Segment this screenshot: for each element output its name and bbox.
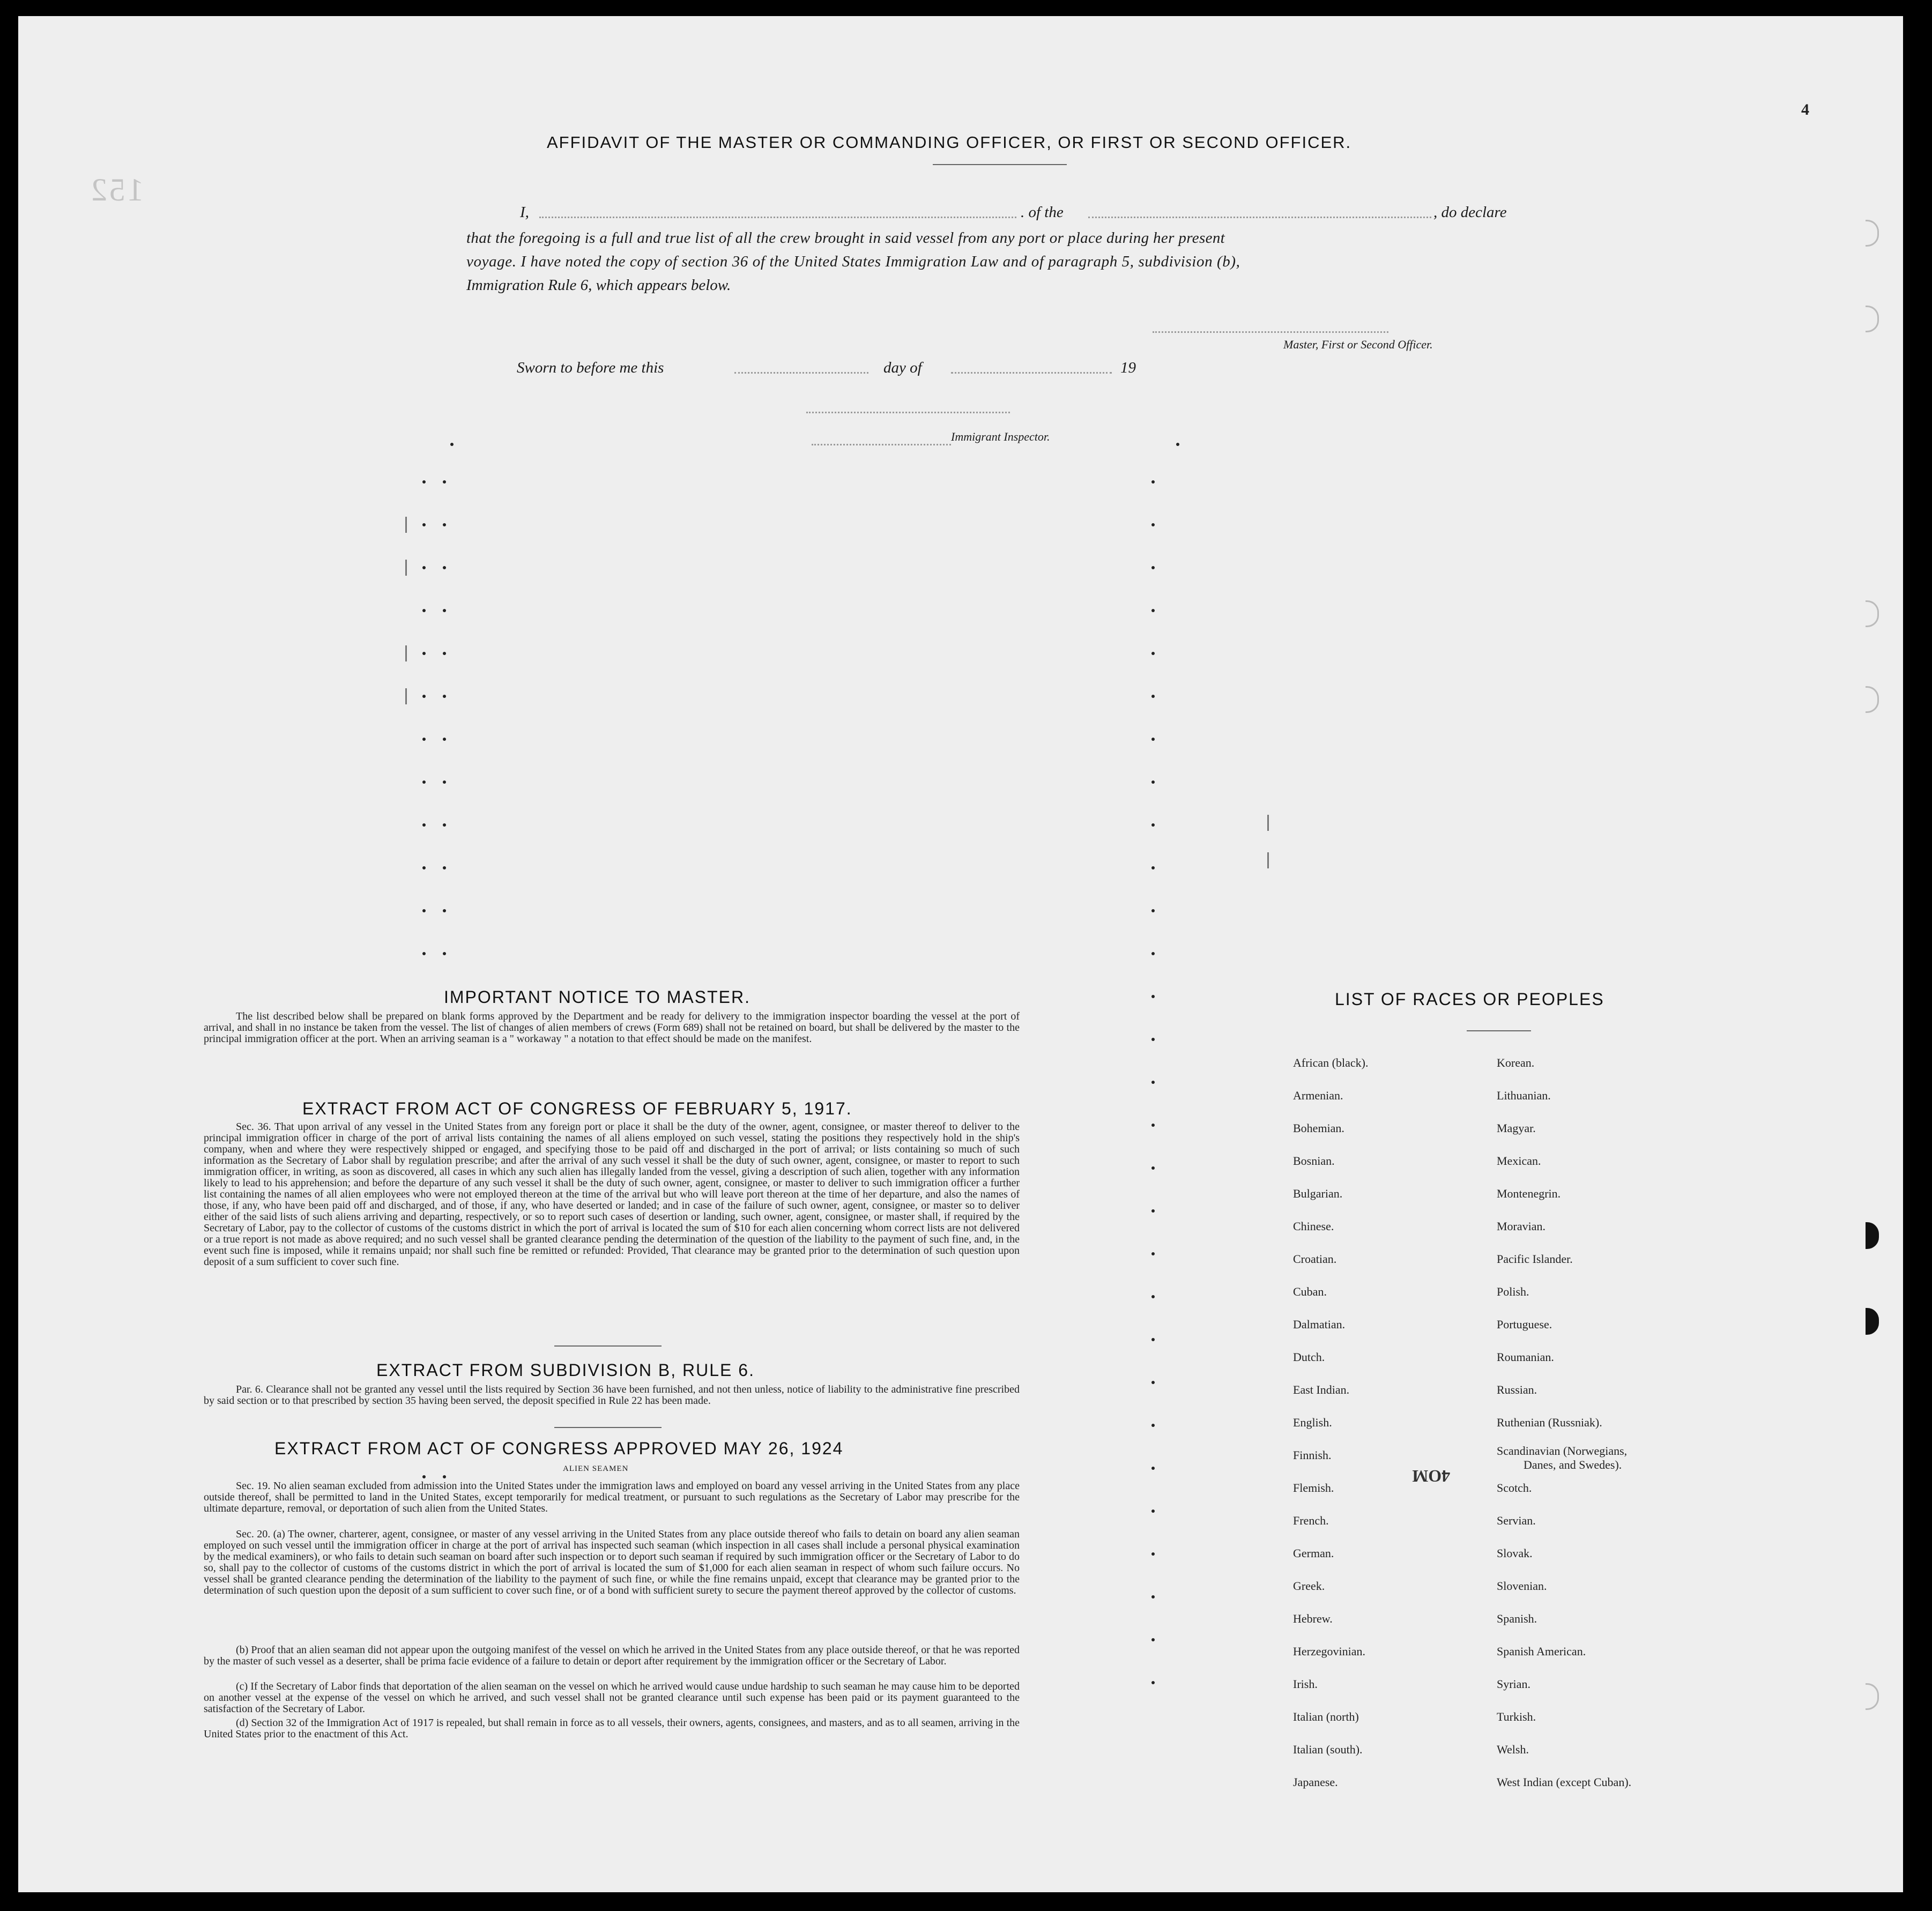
- column-tick: [405, 560, 407, 576]
- race-item: German.: [1293, 1546, 1334, 1560]
- race-item: French.: [1293, 1514, 1329, 1527]
- race-item: Korean.: [1497, 1056, 1535, 1069]
- affidavit-of-the: . of the: [1021, 204, 1064, 221]
- column-dot: [1151, 1166, 1155, 1170]
- vessel-blank[interactable]: [1088, 217, 1431, 218]
- column-dot: [443, 952, 446, 955]
- affidavit-line-4: Immigration Rule 6, which appears below.: [466, 277, 731, 294]
- race-item: Spanish.: [1497, 1612, 1537, 1625]
- column-tick: [1267, 815, 1269, 831]
- column-dot: [443, 866, 446, 869]
- race-item: Moravian.: [1497, 1220, 1546, 1233]
- column-dot: [422, 866, 426, 869]
- sec-20c-text: (c) If the Secretary of Labor finds that deportation of the alien seaman on the vessel on which he arrived would cause undue hardship to such seaman he may cause him to be deported on another vessel at the expense of the vessel on which he arrived, and such vessel shall not be granted clearance until such expense has been paid or its payment guaranteed to the satisfaction of the Secretary of Labor.: [204, 1681, 1020, 1715]
- race-item: Welsh.: [1497, 1743, 1529, 1756]
- extract-1917-text: Sec. 36. That upon arrival of any vessel in the United States from any foreign port or place it shall be the duty of the owner, agent, consignee, or master thereof to deliver to the principal immigration officer in charge of the port of arrival lists containing the names of all aliens employed on such vessel, stating the positions they respectively hold in the ship's company, when and where they were respectively shipped or engaged, and specifying those to be paid off and discharged in the port of arrival; or lists containing so much of such information as the Secretary of Labor shall by regulation prescribe; and after the arrival of any such vessel it shall be the duty of such owner, agent, consignee, or master to report to such immigration officer, in writing, as soon as discovered, all cases in which any such alien has illegally landed from the vessel, giving a description of such alien, together with any information likely to lead to his apprehension; and before the departure of any such vessel it shall be the duty of such owner, agent, consignee, or master to deliver to such immigration officer a further list containing the names of all alien employees who were not employed thereon at the time of the arrival but who will leave port thereon at the time of her departure, and also the names of those, if any, who have been paid off and discharged, and of those, if any, who have deserted or landed; and in case of the failure of such owner, agent, consignee, or master so to deliver either of the said lists of such aliens arriving and departing, respectively, or so to report such cases of desertion or landing, such owner, agent, consignee, or master shall, if required by the Secretary of Labor, pay to the collector of customs of the customs district in which the port of arrival is located the sum of $10 for each alien concerning whom correct lists are not delivered or a true report is not made as above required; and no such vessel shall be granted clearance pending the determination of the question of the liability to the payment of such fine, and, in the event such fine is imposed, while it remains unpaid; nor shall such fine be remitted or refunded: Provided, That clearance may be granted prior to the determination of such question upon deposit of a sum sufficient to cover such fine.: [204, 1121, 1020, 1268]
- column-dot: [422, 1475, 426, 1478]
- affidavit-line-3: voyage. I have noted the copy of section 36 of the United States Immigration Law and of paragraph 5, subdivision (b),: [466, 253, 1240, 270]
- race-item: Flemish.: [1293, 1481, 1334, 1494]
- race-item: African (black).: [1293, 1056, 1369, 1069]
- column-dot: [443, 480, 446, 484]
- binding-hole: [1866, 306, 1879, 332]
- inspector-signature-line[interactable]: [806, 412, 1010, 413]
- year-prefix: 19: [1120, 359, 1136, 376]
- sec-19-text: Sec. 19. No alien seaman excluded from admission into the United States under the immigration laws and employed on board any vessel arriving in the United States from any place outside thereof, shall be permitted to land in the United States, except temporarily for medical treatment, or pursuant to such regulations as the Secretary of Labor may prescribe for the ultimate departure, removal, or deportation of such alien from the United States.: [204, 1480, 1020, 1514]
- section-divider: [554, 1427, 662, 1428]
- column-dot: [422, 780, 426, 784]
- column-dot: [422, 738, 426, 741]
- binding-hole: [1866, 220, 1879, 247]
- race-item: Scandinavian (Norwegians,: [1497, 1444, 1628, 1458]
- column-dot: [443, 523, 446, 526]
- race-item: Turkish.: [1497, 1710, 1536, 1723]
- column-dot: [1151, 1252, 1155, 1255]
- column-dot: [1151, 1467, 1155, 1470]
- column-dot: [1151, 1424, 1155, 1427]
- sec-20d-text: (d) Section 32 of the Immigration Act of 1917 is repealed, but shall remain in force as to all vessels, their owners, agents, consignees, and masters, and as to all seamen, arriving in the United States prior to the enactment of this Act.: [204, 1717, 1020, 1740]
- column-dot: [1151, 1552, 1155, 1556]
- column-tick: [1267, 852, 1269, 868]
- races-title: LIST OF RACES OR PEOPLES: [1335, 990, 1604, 1009]
- column-dot: [422, 523, 426, 526]
- section-divider: [554, 1345, 662, 1347]
- manifest-page: [18, 16, 1903, 1892]
- race-item: Roumanian.: [1497, 1350, 1554, 1364]
- sworn-day-blank[interactable]: [734, 372, 868, 374]
- affidavit-line-2: that the foregoing is a full and true list of all the crew brought in said vessel from any port or place during her present: [466, 229, 1225, 247]
- race-item: Irish.: [1293, 1677, 1318, 1691]
- race-item: Croatian.: [1293, 1252, 1337, 1266]
- column-dot: [443, 738, 446, 741]
- column-dot: [422, 480, 426, 484]
- column-dot: [1151, 866, 1155, 869]
- race-item: Bohemian.: [1293, 1121, 1344, 1135]
- column-dot: [422, 566, 426, 569]
- race-item: Chinese.: [1293, 1220, 1334, 1233]
- column-dot: [1151, 566, 1155, 569]
- binding-hole: [1866, 600, 1879, 627]
- race-item: Danes, and Swedes).: [1524, 1458, 1622, 1471]
- race-item: Scotch.: [1497, 1481, 1532, 1494]
- affidavit-title: AFFIDAVIT OF THE MASTER OR COMMANDING OFFICER, OR FIRST OR SECOND OFFICER.: [547, 133, 1352, 152]
- column-dot: [443, 780, 446, 784]
- race-item: Armenian.: [1293, 1089, 1343, 1102]
- race-item: Hebrew.: [1293, 1612, 1333, 1625]
- affidavit-i: I,: [520, 204, 529, 221]
- binding-hole: [1866, 1308, 1879, 1335]
- title-underline: [933, 164, 1067, 165]
- column-dot: [1151, 952, 1155, 955]
- race-item: Portuguese.: [1497, 1318, 1552, 1331]
- race-item: East Indian.: [1293, 1383, 1350, 1396]
- race-item: Bulgarian.: [1293, 1187, 1343, 1200]
- column-dot: [1151, 1124, 1155, 1127]
- column-dot: [443, 566, 446, 569]
- page-number: 152: [89, 172, 144, 207]
- column-dot: [1151, 1338, 1155, 1341]
- race-item: Dutch.: [1293, 1350, 1325, 1364]
- column-dot: [1151, 1510, 1155, 1513]
- column-dot: [1151, 1081, 1155, 1084]
- affidavit-do-declare: , do declare: [1433, 204, 1507, 221]
- race-item: Slovak.: [1497, 1546, 1533, 1560]
- column-dot: [1151, 480, 1155, 484]
- binding-hole: [1866, 1222, 1879, 1249]
- stamp-mark: 4OM: [1412, 1467, 1451, 1486]
- race-item: Lithuanian.: [1497, 1089, 1551, 1102]
- sworn-month-blank[interactable]: [951, 372, 1112, 374]
- master-signature-line[interactable]: [1153, 331, 1388, 333]
- race-item: Japanese.: [1293, 1775, 1338, 1789]
- race-item: Italian (south).: [1293, 1743, 1363, 1756]
- column-dot: [1176, 443, 1179, 446]
- column-dot: [422, 909, 426, 912]
- column-dot: [443, 695, 446, 698]
- column-dot: [1151, 909, 1155, 912]
- sec-20b-text: (b) Proof that an alien seaman did not appear upon the outgoing manifest of the vessel on which he arrived in the United States from any place outside thereof, or that he was reported by the master of such vessel as a deserter, shall be prima facie evidence of a failure to detain or deport after requirement by the immigration officer or the Secretary of Labor.: [204, 1644, 1020, 1667]
- race-item: Russian.: [1497, 1383, 1537, 1396]
- column-tick: [405, 688, 407, 704]
- column-dot: [443, 609, 446, 612]
- race-item: Slovenian.: [1497, 1579, 1547, 1593]
- column-tick: [405, 645, 407, 661]
- column-dot: [443, 1475, 446, 1478]
- column-dot: [1151, 1381, 1155, 1384]
- column-dot: [1151, 1681, 1155, 1684]
- race-item: Spanish American.: [1497, 1645, 1586, 1658]
- column-dot: [1151, 1209, 1155, 1213]
- name-blank[interactable]: [539, 217, 1016, 218]
- notice-title: IMPORTANT NOTICE TO MASTER.: [444, 987, 750, 1007]
- column-dot: [450, 443, 454, 446]
- race-item: Ruthenian (Russniak).: [1497, 1416, 1602, 1429]
- sec-20a-text: Sec. 20. (a) The owner, charterer, agent, consignee, or master of any vessel arriving in the United States from any place outside thereof who fails to detain on board any alien seaman employed on such vessel until the immigration officer in charge at the port of arrival has inspected such seaman (which inspection in all cases shall include a personal physical examination by the medical examiners), or who fails to detain such seaman on board after such inspection or to deport such seaman if required by such immigration officer or the Secretary of Labor to do so, shall pay to the collector of customs of the customs district in which the port of arrival is located the sum of $1,000 for each alien seaman in respect of whom such failure occurs. No vessel shall be granted clearance pending the determination of the liability to the payment of such fine, or while the fine remains unpaid, except that clearance may be granted prior to the determination of such question upon the deposit of a sum sufficient to cover such fine, or of a bond with sufficient surety to secure the payment thereof approved by the collector of customs.: [204, 1528, 1020, 1596]
- binding-hole: [1866, 1683, 1879, 1710]
- column-dot: [1151, 1638, 1155, 1641]
- sworn-text: Sworn to before me this: [517, 359, 664, 376]
- column-dot: [422, 952, 426, 955]
- master-label: Master, First or Second Officer.: [1283, 338, 1433, 351]
- subdivision-text: Par. 6. Clearance shall not be granted any vessel until the lists required by Section 36 have been furnished, and not then unless, notice of liability to the administrative fine prescribed by said section or to that prescribed by section 35 having been served, the deposit specified in Rule 22 has been made.: [204, 1384, 1020, 1407]
- race-item: Pacific Islander.: [1497, 1252, 1573, 1266]
- column-dot: [1151, 780, 1155, 784]
- race-item: Herzegovinian.: [1293, 1645, 1365, 1658]
- column-dot: [443, 909, 446, 912]
- race-item: Polish.: [1497, 1285, 1529, 1298]
- notice-text: The list described below shall be prepared on blank forms approved by the Department and be ready for delivery to the immigration inspector boarding the vessel at the port of arrival, and shall in no instance be taken from the vessel. The list of changes of alien members of crews (Form 689) shall not be retained on board, but shall be delivered by the master to the principal immigration officer at the port. When an arriving seaman is a " workaway " a notation to that effect should be made on the manifest.: [204, 1010, 1020, 1045]
- day-of-text: day of: [883, 359, 922, 376]
- column-dot: [443, 823, 446, 827]
- column-dot: [1151, 995, 1155, 998]
- race-item: Syrian.: [1497, 1677, 1530, 1691]
- race-item: Servian.: [1497, 1514, 1536, 1527]
- column-dot: [1151, 738, 1155, 741]
- inspector-label: Immigrant Inspector.: [951, 430, 1050, 443]
- column-dot: [1151, 652, 1155, 655]
- extract-1917-title: EXTRACT FROM ACT OF CONGRESS OF FEBRUARY 5, 1917.: [302, 1099, 852, 1118]
- column-dot: [1151, 823, 1155, 827]
- race-item: Bosnian.: [1293, 1154, 1335, 1168]
- column-dot: [443, 652, 446, 655]
- column-dot: [422, 609, 426, 612]
- race-item: English.: [1293, 1416, 1332, 1429]
- inspector-name-line[interactable]: [812, 444, 951, 445]
- column-dot: [1151, 523, 1155, 526]
- race-item: Finnish.: [1293, 1448, 1332, 1462]
- corner-mark: 4: [1801, 101, 1809, 118]
- races-title-underline: [1467, 1030, 1531, 1031]
- column-dot: [422, 652, 426, 655]
- column-dot: [422, 695, 426, 698]
- binding-hole: [1866, 686, 1879, 713]
- column-dot: [1151, 1595, 1155, 1598]
- column-dot: [1151, 1295, 1155, 1298]
- column-dot: [1151, 609, 1155, 612]
- race-item: Cuban.: [1293, 1285, 1327, 1298]
- column-dot: [1151, 695, 1155, 698]
- column-tick: [405, 517, 407, 533]
- race-item: Montenegrin.: [1497, 1187, 1561, 1200]
- race-item: West Indian (except Cuban).: [1497, 1775, 1632, 1789]
- race-item: Italian (north): [1293, 1710, 1359, 1723]
- column-dot: [1151, 1038, 1155, 1041]
- race-item: Greek.: [1293, 1579, 1325, 1593]
- column-dot: [422, 823, 426, 827]
- race-item: Magyar.: [1497, 1121, 1536, 1135]
- subdivision-title: EXTRACT FROM SUBDIVISION B, RULE 6.: [376, 1360, 755, 1380]
- alien-seamen-subtitle: ALIEN SEAMEN: [563, 1464, 629, 1473]
- extract-1924-title: EXTRACT FROM ACT OF CONGRESS APPROVED MAY 26, 1924: [274, 1439, 844, 1458]
- race-item: Dalmatian.: [1293, 1318, 1346, 1331]
- race-item: Mexican.: [1497, 1154, 1541, 1168]
